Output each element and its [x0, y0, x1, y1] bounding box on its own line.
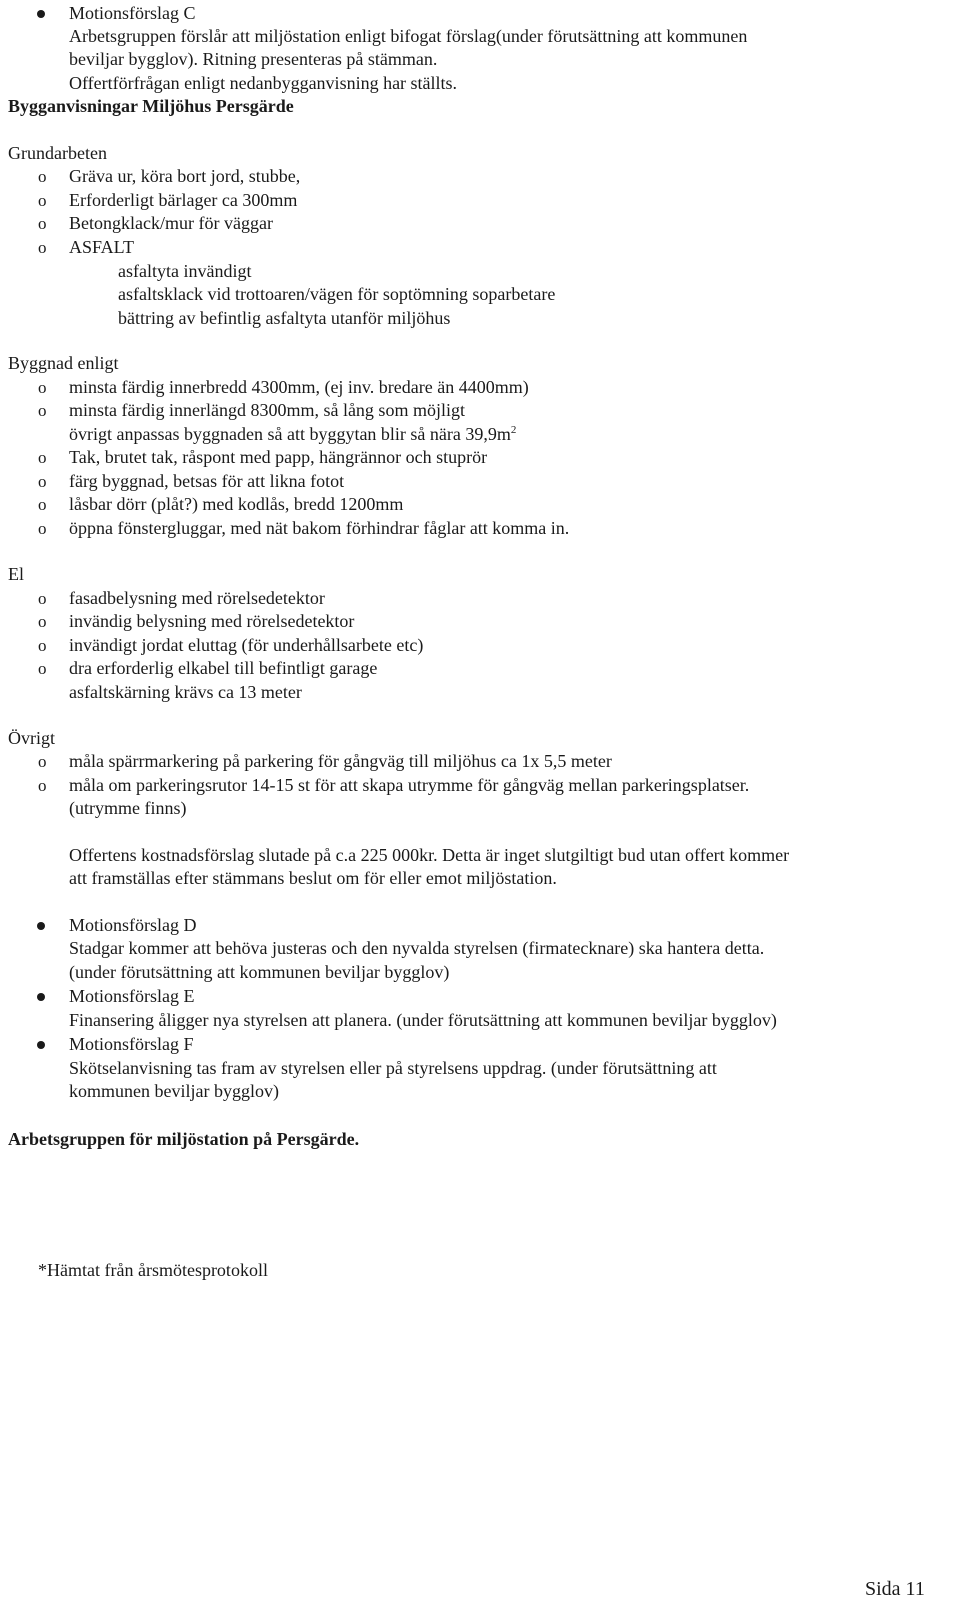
- motion-d-line: (under förutsättning att kommunen beviljar bygglov): [69, 962, 450, 982]
- section-title-byggnad: Byggnad enligt: [8, 353, 119, 373]
- list-item: öppna fönstergluggar, med nät bakom förhindrar fåglar att komma in.: [69, 518, 570, 538]
- circle-bullet: o: [38, 214, 47, 233]
- circle-bullet: o: [38, 472, 47, 491]
- document-heading: Bygganvisningar Miljöhus Persgärde: [8, 96, 294, 116]
- motion-c-line: Offertförfrågan enligt nedanbygganvisning har ställts.: [69, 73, 458, 93]
- list-item-continuation: [69, 423, 516, 447]
- circle-bullet: o: [38, 752, 47, 771]
- motion-d-title: Motionsförslag D: [69, 915, 197, 935]
- page-number: Sida 11: [865, 1578, 925, 1600]
- motion-f-line: Skötselanvisning tas fram av styrelsen eller på styrelsens uppdrag. (under förutsättning att: [69, 1058, 717, 1078]
- circle-bullet: o: [38, 612, 47, 631]
- list-item: minsta färdig innerbredd 4300mm, (ej inv. bredare än 4400mm): [69, 377, 529, 397]
- circle-bullet: o: [38, 238, 47, 257]
- motion-c-line: Arbetsgruppen förslår att miljöstation enligt bifogat förslag(under förutsättning att kommunen: [69, 26, 748, 46]
- list-item: Betongklack/mur för väggar: [69, 213, 273, 233]
- bullet-dot: [37, 1041, 45, 1049]
- list-item-continuation: asfaltskärning krävs ca 13 meter: [69, 682, 302, 702]
- sub-item: asfaltyta invändigt: [118, 261, 252, 281]
- list-item: dra erforderlig elkabel till befintligt garage: [69, 658, 378, 678]
- list-item: Gräva ur, köra bort jord, stubbe,: [69, 166, 301, 186]
- list-item: låsbar dörr (plåt?) med kodlås, bredd 1200mm: [69, 494, 404, 514]
- signature: Arbetsgruppen för miljöstation på Persgärde.: [8, 1129, 360, 1149]
- list-item: ASFALT: [69, 237, 135, 257]
- circle-bullet: o: [38, 636, 47, 655]
- circle-bullet: o: [38, 589, 47, 608]
- motion-c-line: beviljar bygglov). Ritning presenteras på stämman.: [69, 49, 438, 69]
- bullet-dot: [37, 10, 45, 18]
- list-item: måla spärrmarkering på parkering för gångväg till miljöhus ca 1x 5,5 meter: [69, 751, 612, 771]
- section-title-el: El: [8, 564, 24, 584]
- bullet-dot: [37, 922, 45, 930]
- motion-c-title: Motionsförslag C: [69, 3, 196, 23]
- bullet-dot: [37, 993, 45, 1001]
- section-title-ovrigt: Övrigt: [8, 728, 55, 748]
- circle-bullet: o: [38, 378, 47, 397]
- offer-text: att framställas efter stämmans beslut om för eller emot miljöstation.: [69, 868, 557, 888]
- section-title-grundarbeten: Grundarbeten: [8, 143, 107, 163]
- motion-d-line: Stadgar kommer att behöva justeras och den nyvalda styrelsen (firmatecknare) ska hantera detta.: [69, 938, 765, 958]
- list-item: måla om parkeringsrutor 14-15 st för att skapa utrymme för gångväg mellan parkeringsplatser.: [69, 775, 750, 795]
- circle-bullet: o: [38, 167, 47, 186]
- list-item: Erforderligt bärlager ca 300mm: [69, 190, 298, 210]
- circle-bullet: o: [38, 659, 47, 678]
- circle-bullet: o: [38, 495, 47, 514]
- list-item-continuation: (utrymme finns): [69, 798, 187, 818]
- motion-e-line: Finansering åligger nya styrelsen att planera. (under förutsättning att kommunen beviljar bygglov): [69, 1010, 777, 1030]
- area-superscript: 2: [510, 424, 517, 436]
- sub-item: bättring av befintlig asfaltyta utanför miljöhus: [118, 308, 451, 328]
- motion-e-title: Motionsförslag E: [69, 986, 195, 1006]
- circle-bullet: o: [38, 776, 47, 795]
- circle-bullet: o: [38, 191, 47, 210]
- list-item: invändigt jordat eluttag (för underhållsarbete etc): [69, 635, 424, 655]
- circle-bullet: o: [38, 448, 47, 467]
- list-item: minsta färdig innerlängd 8300mm, så lång som möjligt: [69, 400, 465, 420]
- circle-bullet: o: [38, 519, 47, 538]
- list-item: färg byggnad, betsas för att likna fotot: [69, 471, 345, 491]
- list-item: Tak, brutet tak, råspont med papp, hängrännor och stuprör: [69, 447, 488, 467]
- sub-item: asfaltsklack vid trottoaren/vägen för soptömning soparbetare: [118, 284, 556, 304]
- list-item: fasadbelysning med rörelsedetektor: [69, 588, 325, 608]
- source-note: *Hämtat från årsmötesprotokoll: [38, 1260, 268, 1280]
- area-text: övrigt anpassas byggnaden så att byggytan blir så nära 39,9m: [69, 424, 511, 444]
- offer-text: Offertens kostnadsförslag slutade på c.a 225 000kr. Detta är inget slutgiltigt bud utan offert kommer: [69, 845, 790, 865]
- circle-bullet: o: [38, 401, 47, 420]
- list-item: invändig belysning med rörelsedetektor: [69, 611, 355, 631]
- motion-f-title: Motionsförslag F: [69, 1034, 194, 1054]
- motion-f-line: kommunen beviljar bygglov): [69, 1081, 279, 1101]
